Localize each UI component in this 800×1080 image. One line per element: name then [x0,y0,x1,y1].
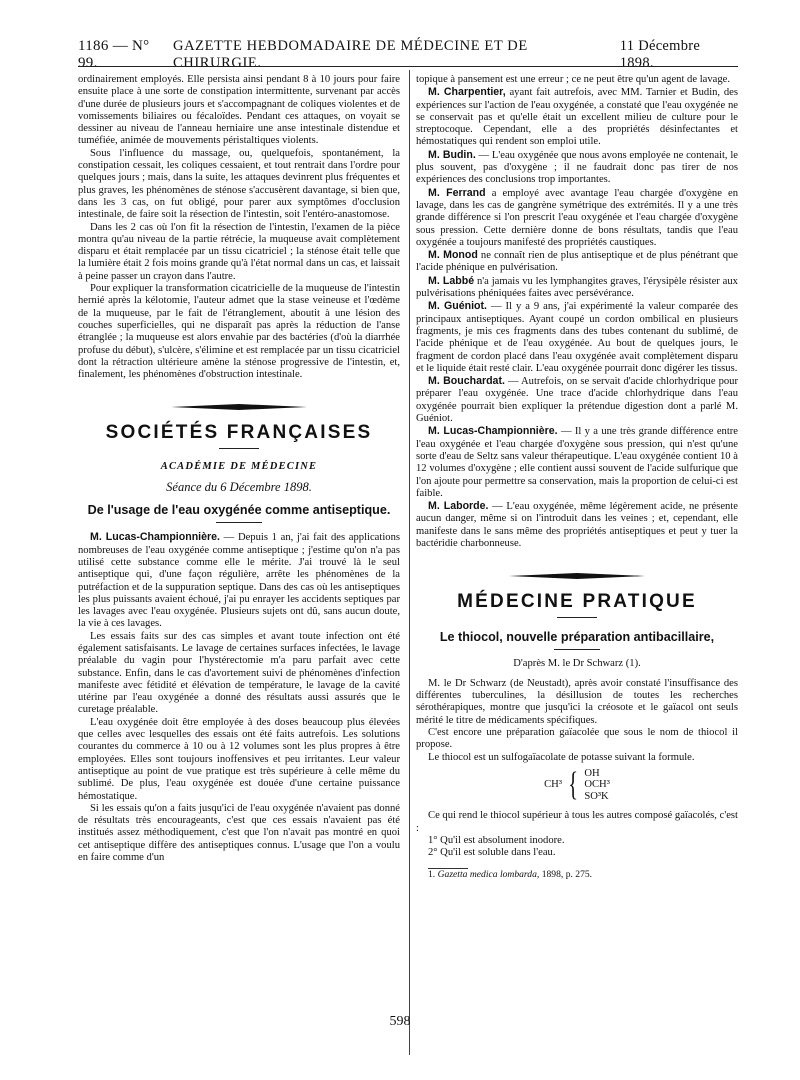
speaker-text: a employé avec avantage l'eau chargée d'oxygène en lavage, dans les cas de gangrène symétrique des extrémités. Il y a une très grande différence si l'on prescrit l'eau oxygénée et l'eau chargée d'oxygène sous pression. Cette dernière donne de bons résultats, tandis que l'eau oxygénée a toujours manifesté des propriétés caustiques. [416,187,739,248]
section-rule [557,617,597,618]
paragraph: Sous l'influence du massage, ou, quelquefois, spontanément, la constipation cessait, les coliques cessaient, et tout rentrait dans l'ordre pour quelques jours ; mais, dans la suite, les attaques devinrent plus fréquentes et plus graves, les phénomènes de sténose s'accusèrent davantage, si bien que, dans les 3 cas, on fut obligé, pour parer aux symptômes d'occlusion intestinale, de faire soit la résection de l'intestin, soit l'entéro-anastomose. [78,147,400,221]
title-rule [216,522,262,523]
speaker-paragraph [416,249,738,275]
speaker-text: — L'eau oxygénée que nous avons employée ne contenait, le plus souvent, pas d'oxygène ; il ne faudrait donc pas tirer de nos expériences des conclusions trop importantes. [416,149,738,186]
paragraph: Dans les 2 cas où l'on fit la résection de l'intestin, l'examen de la pièce montra qu'au niveau de la partie rétrécie, la muqueuse avait complètement disparu et était remplacée par un tissu cicatriciel ; la sténose était telle que la lumière était 2 fois moins grande qu'à l'état normal dans un cas, et laissait à peine passer un crayon dans l'autre. [78,221,400,282]
chemical-formula [416,768,738,803]
speaker-paragraph [416,375,738,425]
speaker-text: ne connaît rien de plus antiseptique et de plus pénétrant que l'acide phénique en pulvérisation. [416,250,738,274]
speaker-paragraph [416,425,738,500]
speaker-text: n'a jamais vu les lymphangites graves, l'érysipèle résister aux pulvérisations phéniquées faites avec persévérance. [416,275,738,300]
speaker-paragraph [416,300,738,375]
ornament-divider [507,572,647,580]
header-rule [78,66,738,67]
footnote-source: Gazetta medica lombarda [437,868,537,880]
speaker-name: M. Ferrand [428,186,486,199]
formula-group: SO³K [584,790,609,802]
brace-icon: { [568,766,579,804]
speaker-text: ayant fait autrefois, avec MM. Tarnier et Budin, des expériences sur l'action de l'eau oxygénée, a constaté que l'eau oxygénée ne se conservait pas et qu'elle était un excellent milieu de culture pour le streptocoque. Cependant, elle a des propriétés désinfectantes et hémostatiques qui rendent son emploi utile. [416,87,738,148]
paragraph: ordinairement employés. Elle persista ainsi pendant 8 à 10 jours pour faire ensuite place à une sorte de constipation intermittente, survenant par accès d'une durée de plusieurs jours et s'accompagnant de coliques violentes et de vomissements biliaires ou fécaloïdes. Pendant ces attaques, on voyait se dessiner au niveau de l'anneau herniaire une anse intestinale distendue et tuméfiée, animée de mouvements péristaltiques violents. [78,74,400,147]
column-divider [409,70,410,1055]
paragraph: topique à pansement est une erreur ; ce ne peut être qu'un agent de lavage. [416,74,730,85]
list-item: 1° Qu'il est absolument inodore. [428,835,565,847]
speaker-name: M. Lucas-Championnière. [428,425,558,438]
paragraph: Le thiocol est un sulfogaïacolate de potasse suivant la formule. [428,751,695,763]
footnote [416,869,738,881]
speaker-paragraph [416,275,738,301]
formula-group: OH [584,767,600,779]
formula-groups [584,768,610,803]
section-title: MÉDECINE PRATIQUE [457,591,697,613]
speaker-name: M. Bouchardat. [428,375,505,388]
speaker-text: — Il y a une très grande différence entre l'eau oxygénée et l'eau chargée d'oxygène sous pression, qui n'est qu'une sorte d'eau de Seltz sans valeur thérapeutique. L'eau oxygénée contient 10 à 12 volumes d'oxygène ; elle contient aussi souvent de l'acide sulfurique que l'on ajoute pour permettre sa conservation, mais la proportion de celui-ci est faible. [416,426,738,499]
list-item: 2° Qu'il est soluble dans l'eau. [428,847,556,859]
paragraph: Si les essais qu'on a faits jusqu'ici de l'eau oxygénée n'avaient pas donné de résultats très encourageants, c'est que ces essais n'avaient pas été institués assez méthodiquement, c'est que l'on n'avait pas montré en quoi cet antiseptique diffère des antiseptiques connus. L'usage que l'on a voulu en faire comme d'un [78,802,400,864]
running-header [78,38,738,71]
formula-group: OCH³ [584,779,610,791]
article-title: De l'usage de l'eau oxygénée comme antiseptique. [87,503,391,518]
speaker-paragraph [416,500,738,550]
paragraph: L'eau oxygénée doit être employée à des doses beaucoup plus élevées que celles avec lesquelles des essais ont été faits autrefois. Les solutions courantes du commerce à 10 ou à 12 volumes sont les plus propres à être employées. Elles sont toujours inoffensives et peu irritantes. Leur valeur antiseptique au point de vue pratique est très supérieure à celle même du sublimé. De plus, l'eau oxygénée est douée d'une certaine puissance hémostatique. [78,716,400,802]
speaker-name: M. Charpentier, [428,86,506,99]
paragraph: C'est encore une préparation gaïacolée que sous le nom de thiocol il propose. [416,727,738,751]
footnote-number: 1. [428,868,438,880]
byline: D'après M. le Dr Schwarz (1). [513,657,641,669]
speaker-paragraph [416,149,738,187]
page-number: 598 [389,1014,411,1029]
speaker-name: M. Monod [428,249,478,262]
paragraph: Pour expliquer la transformation cicatricielle de la muqueuse de l'intestin hernié après la kélotomie, l'auteur admet que la stase veineuse et l'œdème de la muqueuse, par le fait de l'étranglement, aboutit à une lésion des couches superficielles, qui ne disparaît pas après la réduction de l'anse étranglée ; la muqueuse est alors envahie par des bactéries (d'où la diarrhée profuse du début), s'ulcère, s'élimine et est remplacée par un tissu cicatriciel dont la rétraction ultérieure amène la sténose progressive de l'intestin, et, finalement, les phénomènes d'obstruction intestinale. [78,283,400,381]
speaker-text: — L'eau oxygénée, même légèrement acide, ne présente aucun danger, même si on l'introduit dans les veines ; et, cependant, elle manifeste dans le sans même des propriétés antiseptiques et peut y tuer la bactéridie charbonneuse. [416,501,738,549]
speaker-paragraph [416,187,738,249]
header-page-label: 1186 — N° 99. [78,38,150,71]
title-rule [554,649,600,650]
paragraph: Ce qui rend le thiocol supérieur à tous les autres composé gaïacolés, c'est : [416,810,738,834]
speaker-name: M. Lucas-Championnière. [90,531,220,544]
session-date: Séance du 6 Décembre 1898. [166,480,312,495]
speaker-name: M. Labbé [428,274,475,287]
speaker-text: — Autrefois, on se servait d'acide chlorhydrique pour préparer l'eau oxygénée. Une trace d'acide chlorhydrique dans l'eau oxygénée pourrait bien expliquer la prétendue digestion dont a parlé M. Guéniot. [416,376,738,425]
section-title: SOCIÉTÉS FRANÇAISES [105,422,373,444]
academy-heading: ACADÉMIE DE MÉDECINE [160,460,318,472]
speaker-text: — Il y a 9 ans, j'ai expérimenté la valeur comparée des principaux antiseptiques. Ayant coupé un cordon ombilical en plusieurs fragments, je mis ces fragments dans des tubes contenant du sublimé, de l'acide phénique et de l'eau oxygénée. Au bout de quelques jours, le fragment de cordon placé dans l'eau oxygénée avait complètement disparu et le liquide était resté clair. L'eau oxygénée pourrait donc digérer les tissus. [416,301,739,374]
right-column [416,74,738,881]
speaker-text: — Depuis 1 an, j'ai fait des applications nombreuses de l'eau oxygénée comme antiseptique ; j'estime qu'on n'a pas utilisé cette substance comme elle le mérite. J'ai trouvé là le seul antiseptique qui, d'une façon régulière, arrête les phénomènes de la putréfaction et de la suppuration septique. Dans des cas où les antiseptiques les plus puissants avaient échoué, j'ai pu enrayer les accidents septiques par les lavages avec l'eau oxygénée. Plusieurs sujets ont dû, sans aucun doute, la vie à ces lavages. [78,532,400,630]
ornament-divider [169,403,309,411]
left-column [78,74,400,864]
journal-title: GAZETTE HEBDOMADAIRE DE MÉDECINE ET DE CHIRURGIE. [173,38,528,71]
footnote-detail: , 1898, p. 275. [536,868,593,880]
issue-date: 11 Décembre 1898. [619,38,701,71]
speaker-paragraph [416,86,738,148]
speaker-paragraph [78,531,400,630]
speaker-name: M. Budin. [428,148,476,161]
formula-left: CH³ [544,779,563,791]
speaker-name: M. Guéniot. [428,300,487,313]
article-title: Le thiocol, nouvelle préparation antibacillaire, [439,629,715,644]
paragraph: M. le Dr Schwarz (de Neustadt), après avoir constaté l'insuffisance des différentes tuberculines, la désillusion de toutes les recherches sérothérapiques, montre que jusqu'ici la créosote et le gaïacol ont seuls mérité le titre de médicaments spécifiques. [416,677,738,726]
speaker-name: M. Laborde. [428,500,489,513]
paragraph: Les essais faits sur des cas simples et avant toute infection ont été également satisfaisants. Le lavage de certaines surfaces infectées, le lavage préalable du vagin pour l'hystérectomie m'a paru parfait avec cette substance. Enfin, dans le cas d'avortement suivi de phénomènes d'infection manifeste avec fétidité et élévation de température, le lavage de la cavité utérine par l'eau oxygénée a donné des résultats aussi assurés que le curetage préalable. [78,630,400,716]
section-rule [219,448,259,449]
